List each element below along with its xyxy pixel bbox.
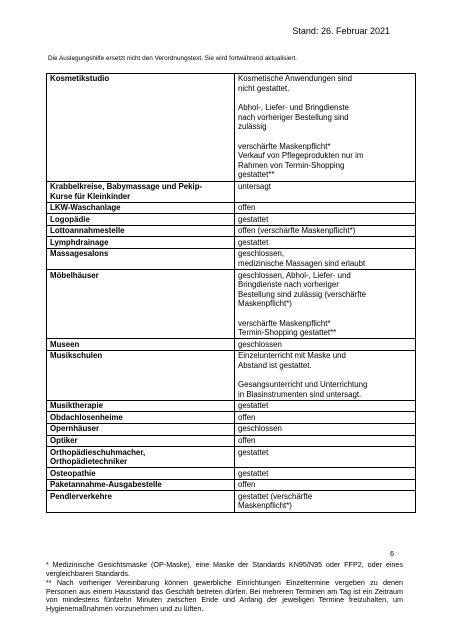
facility-name: [47, 400, 235, 412]
facility-name-line: Lymphdrainage: [50, 237, 109, 247]
table-row: [47, 74, 416, 182]
status-paragraph: [238, 215, 412, 225]
facility-name-line: Obdachlosenheime: [50, 412, 123, 422]
table-row: [47, 270, 416, 339]
status-line: offen: [238, 203, 256, 213]
status-line: in Blasinstrumenten sind untersagt.: [238, 389, 362, 399]
status-line: verschärfte Maskenpflicht*: [238, 318, 331, 328]
facility-name-line: Paketannahme-Ausgabestelle: [50, 480, 162, 490]
status-line: Rahmen von Termin-Shopping: [238, 160, 345, 170]
status-line: Einzelunterricht mit Maske und: [238, 351, 346, 361]
status-line: verschärfte Maskenpflicht*: [238, 141, 331, 151]
status-line: offen: [238, 435, 256, 445]
status-line: offen: [238, 480, 256, 490]
status-line: Bringdienste nach vorheriger: [238, 280, 339, 290]
table-row: [47, 412, 416, 424]
facility-name-line: Kosmetikstudio: [50, 74, 110, 84]
paragraph-gap: [238, 132, 412, 142]
facility-status: [235, 400, 416, 412]
facility-status: [235, 468, 416, 480]
status-line: gestattet**: [238, 170, 275, 180]
status-line: medizinische Massagen sind erlaubt: [238, 258, 366, 268]
facility-name-line: Logopädie: [50, 214, 90, 224]
facility-name-line: Orthopädietechniker: [50, 457, 128, 467]
facility-name: [47, 447, 235, 468]
status-paragraph: [238, 249, 412, 268]
facility-status: [235, 447, 416, 468]
status-paragraph: [238, 103, 412, 132]
facility-status: [235, 214, 416, 226]
table-row: [47, 225, 416, 237]
status-paragraph: [238, 401, 412, 411]
status-line: nach vorheriger Bestellung sind: [238, 112, 349, 122]
facility-status: [235, 424, 416, 436]
facility-status: [235, 339, 416, 351]
status-paragraph: [238, 424, 412, 434]
table-row: [47, 181, 416, 202]
facility-name-line: Orthopädieschuhmacher,: [50, 447, 146, 457]
table-row: [47, 339, 416, 351]
status-line: gestattet: [238, 447, 269, 457]
table-row: [47, 214, 416, 226]
facility-name: [47, 225, 235, 237]
facility-name-line: Musikschulen: [50, 351, 103, 361]
facility-name: [47, 339, 235, 351]
facility-name: [47, 249, 235, 270]
facility-name: [47, 468, 235, 480]
paragraph-gap: [238, 94, 412, 104]
facility-name: [47, 181, 235, 202]
facility-status: [235, 249, 416, 270]
status-paragraph: [238, 271, 412, 309]
status-paragraph: [238, 182, 412, 192]
facility-name-line: Massagesalons: [50, 249, 109, 259]
rules-table-body: [47, 74, 416, 513]
status-line: Verkauf von Pflegeprodukten nur im: [238, 151, 364, 161]
status-line: Kosmetische Anwendungen sind: [238, 74, 353, 84]
footnote-mask: * Medizinische Gesichtsmaske (OP-Maske), eine Maske der Standards KN95/N95 oder FFP2, oder eines vergleichbaren Standards.: [46, 560, 403, 578]
footnote-termin: ** Nach vorheriger Vereinbarung können gewerbliche Einrichtungen Einzeltermine vergeben zu denen Personen aus einem Hausstand das Geschäft betreten dürfen. Bei mehreren Terminen am Tag ist ein Zeitraum von mindestens fünfzehn Minuten zwischen Ende und Anfang der jeweiligen Termine freizuhalten, um Hygienemaßnahmen vorzunehmen und zu lüften.: [46, 578, 403, 613]
facility-name: [47, 350, 235, 400]
document-date: Stand: 26. Februar 2021: [292, 26, 390, 36]
facility-status: [235, 491, 416, 512]
table-row: [47, 350, 416, 400]
facility-name: [47, 435, 235, 447]
facility-name-line: LKW-Waschanlage: [50, 203, 121, 213]
facility-status: [235, 350, 416, 400]
table-row: [47, 479, 416, 491]
status-paragraph: [238, 413, 412, 423]
facility-name-line: Osteopathie: [50, 468, 96, 478]
facility-status: [235, 202, 416, 214]
page-number: 6: [390, 551, 394, 558]
status-line: Maskenpflicht*): [238, 299, 292, 309]
status-line: nicht gestattet.: [238, 83, 290, 93]
table-row: [47, 435, 416, 447]
status-line: Gesangsunterricht und Unterrichtung: [238, 380, 368, 390]
facility-name-line: Kurse für Kleinkinder: [50, 191, 131, 201]
facility-status: [235, 237, 416, 249]
table-row: [47, 491, 416, 512]
facility-status: [235, 270, 416, 339]
status-paragraph: [238, 238, 412, 248]
status-line: geschlossen: [238, 339, 282, 349]
facility-name: [47, 202, 235, 214]
facility-name: [47, 214, 235, 226]
facility-name-line: Pendlerverkehre: [50, 491, 112, 501]
facility-name-line: Lottoannahmestelle: [50, 226, 125, 236]
facility-status: [235, 412, 416, 424]
status-paragraph: [238, 203, 412, 213]
status-line: geschlossen: [238, 424, 282, 434]
status-paragraph: [238, 448, 412, 458]
facility-name: [47, 237, 235, 249]
status-line: Abhol-, Liefer- und Bringdienste: [238, 103, 349, 113]
facility-name: [47, 412, 235, 424]
paragraph-gap: [238, 370, 412, 380]
status-line: gestattet: [238, 468, 269, 478]
status-paragraph: [238, 74, 412, 93]
status-line: geschlossen,: [238, 249, 285, 259]
table-row: [47, 202, 416, 214]
facility-name-line: Krabbelkreise, Babymassage und Pekip-: [50, 181, 203, 191]
paragraph-gap: [238, 309, 412, 319]
facility-name-line: Optiker: [50, 435, 78, 445]
facility-status: [235, 479, 416, 491]
intro-note: Die Auslegungshilfe ersetzt nicht den Verordnungstext. Sie wird fortwährend aktualisiert.: [48, 55, 298, 62]
table-row: [47, 249, 416, 270]
status-line: offen (verschärfte Maskenpflicht*): [238, 226, 356, 236]
facility-name-line: Möbelhäuser: [50, 270, 99, 280]
facility-name: [47, 424, 235, 436]
rules-table: [46, 73, 416, 513]
status-paragraph: [238, 340, 412, 350]
table-row: [47, 468, 416, 480]
facility-name-line: Musiktherapie: [50, 401, 104, 411]
status-paragraph: [238, 469, 412, 479]
status-line: untersagt: [238, 181, 271, 191]
status-line: zulässig: [238, 122, 267, 132]
facility-status: [235, 181, 416, 202]
facility-name-line: Museen: [50, 339, 80, 349]
status-paragraph: [238, 351, 412, 370]
facility-status: [235, 435, 416, 447]
status-paragraph: [238, 226, 412, 236]
status-paragraph: [238, 319, 412, 338]
status-line: gestattet: [238, 214, 269, 224]
status-line: gestattet (verschärfte: [238, 491, 313, 501]
table-row: [47, 400, 416, 412]
status-line: gestattet: [238, 401, 269, 411]
facility-name: [47, 491, 235, 512]
facility-name: [47, 270, 235, 339]
status-line: Bestellung sind zulässig (verschärfte: [238, 289, 367, 299]
facility-name-line: Opernhäuser: [50, 424, 100, 434]
status-line: offen: [238, 412, 256, 422]
status-line: Maskenpflicht*): [238, 501, 292, 511]
table-row: [47, 237, 416, 249]
status-paragraph: [238, 142, 412, 180]
status-line: geschlossen, Abhol-, Liefer- und: [238, 270, 351, 280]
facility-status: [235, 225, 416, 237]
status-paragraph: [238, 492, 412, 511]
status-line: Termin-Shopping gestattet**: [238, 328, 337, 338]
facility-name: [47, 479, 235, 491]
facility-name: [47, 74, 235, 182]
status-paragraph: [238, 380, 412, 399]
table-row: [47, 447, 416, 468]
status-paragraph: [238, 436, 412, 446]
status-line: Abstand ist gestattet.: [238, 360, 312, 370]
table-row: [47, 424, 416, 436]
status-line: gestattet: [238, 237, 269, 247]
facility-status: [235, 74, 416, 182]
status-paragraph: [238, 480, 412, 490]
